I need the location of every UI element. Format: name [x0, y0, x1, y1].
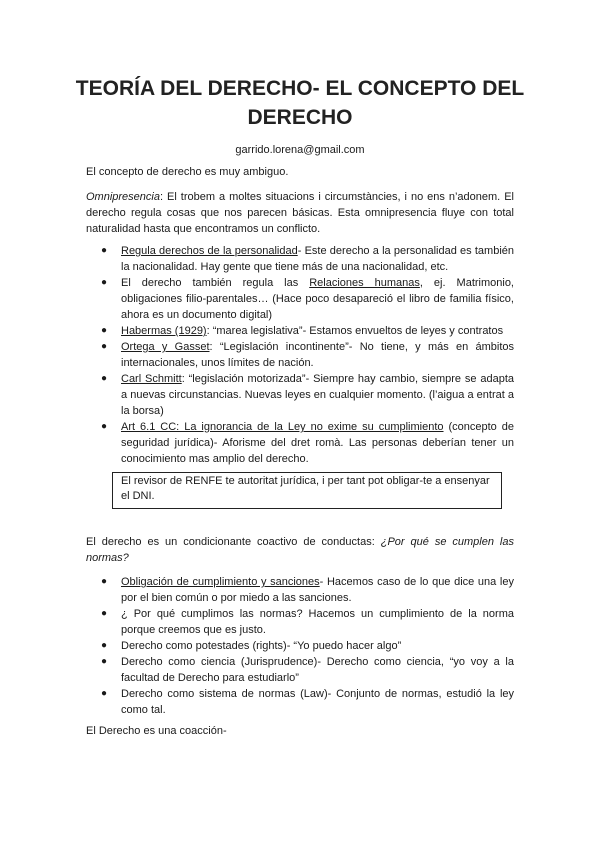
note-box: El revisor de RENFE te autoritat jurídica, i per tant pot obligar-te a ensenyar el DNI. — [112, 472, 502, 509]
bullet-icon: ● — [101, 688, 108, 699]
item-text: - Este derecho a la personalidad es también la nacionalidad. Hay gente que tiene más de una nacionalidad, etc. — [121, 245, 514, 273]
list-item — [86, 323, 514, 339]
bullet-icon: ● — [101, 325, 108, 336]
item-text: : “Legislación incontinente”- No tiene, y más en ámbitos internacionales, unos límites de nación. — [121, 341, 514, 369]
list-item — [86, 275, 514, 323]
item-text: El derecho también regula las — [121, 277, 310, 289]
bullet-icon: ● — [101, 245, 108, 256]
author-email: garrido.lorena@gmail.com — [235, 144, 365, 156]
item-underlined-term: Relaciones humanas — [309, 277, 420, 289]
list-item — [86, 243, 514, 275]
bullet-list-2 — [86, 574, 514, 718]
item-text: : “marea legislativa”- Estamos envueltos de leyes y contratos — [206, 325, 504, 337]
list-item — [86, 654, 514, 686]
coactive-paragraph — [86, 534, 514, 566]
item-text: Derecho como sistema de normas (Law)- Conjunto de normas, estudió la ley como tal. — [121, 688, 514, 716]
item-underlined-term: Habermas (1929) — [121, 325, 207, 337]
intro-paragraph: El concepto de derecho es muy ambiguo. — [86, 166, 289, 178]
item-text: Derecho como ciencia (Jurisprudence)- Derecho como ciencia, “yo voy a la facultad de Derecho para estudiarlo” — [121, 656, 514, 684]
item-text: (concepto de seguridad jurídica)- Aforisme del dret romà. Las personas deberían tener un conocimiento mas amplio del derecho. — [121, 421, 515, 465]
bullet-icon: ● — [101, 421, 108, 432]
omnipresence-paragraph — [86, 189, 514, 237]
bullet-icon: ● — [101, 277, 108, 288]
item-underlined-term: Ortega y Gasset — [121, 341, 210, 353]
item-text: - Hacemos caso de lo que dice una ley por el bien común o por miedo a las sanciones. — [121, 576, 514, 604]
bullet-icon: ● — [101, 640, 108, 651]
list-item — [86, 638, 514, 654]
item-underlined-term: Regula derechos de la personalidad — [121, 245, 298, 257]
list-item — [86, 339, 514, 371]
coactive-text: El derecho es un condicionante coactivo de conductas: — [86, 536, 381, 548]
bullet-icon: ● — [101, 341, 108, 352]
bullet-icon: ● — [101, 373, 108, 384]
omnipresence-text: : El trobem a moltes situacions i circumstàncies, i no ens n’adonem. El derecho regula cosas que nos parecen básicas. Esta omnipresencia fluye con total naturalidad hasta que encontramos un conflicto. — [86, 191, 514, 235]
item-underlined-term: Carl Schmitt — [121, 373, 182, 385]
bullet-icon: ● — [101, 576, 108, 587]
item-underlined-term: Obligación de cumplimiento y sanciones — [121, 576, 320, 588]
list-item — [86, 371, 514, 419]
item-text: Derecho como potestades (rights)- “Yo puedo hacer algo” — [121, 640, 402, 652]
omnipresence-term: Omnipresencia — [86, 191, 160, 203]
item-text: : “legislación motorizada”- Siempre hay cambio, siempre se adapta a nuevas circunstancias. Nuevas leyes en cualquier momento. (l’aigua a entrat a la borsa) — [121, 373, 514, 417]
coactive-question: ¿Por qué se cumplen las normas? — [86, 536, 514, 564]
item-text: , ej. Matrimonio, obligaciones filio-parentales… (Hace poco desapareció el libro de familia físico, ahora es un documento digital) — [121, 277, 514, 321]
list-item — [86, 574, 514, 606]
closing-paragraph: El Derecho es una coacción- — [86, 725, 227, 737]
item-underlined-term: Art 6.1 CC: La ignorancia de la Ley no exime su cumplimiento — [121, 421, 444, 433]
page-title: TEORÍA DEL DERECHO- EL CONCEPTO DEL DERECHO — [75, 77, 525, 129]
bullet-icon: ● — [101, 656, 108, 667]
item-text: ¿ Por qué cumplimos las normas? Hacemos un cumplimiento de la norma porque creemos que es justo. — [121, 608, 514, 636]
list-item — [86, 419, 514, 467]
bullet-list-1 — [86, 243, 514, 467]
bullet-icon: ● — [101, 608, 108, 619]
list-item — [86, 606, 514, 638]
list-item — [86, 686, 514, 718]
